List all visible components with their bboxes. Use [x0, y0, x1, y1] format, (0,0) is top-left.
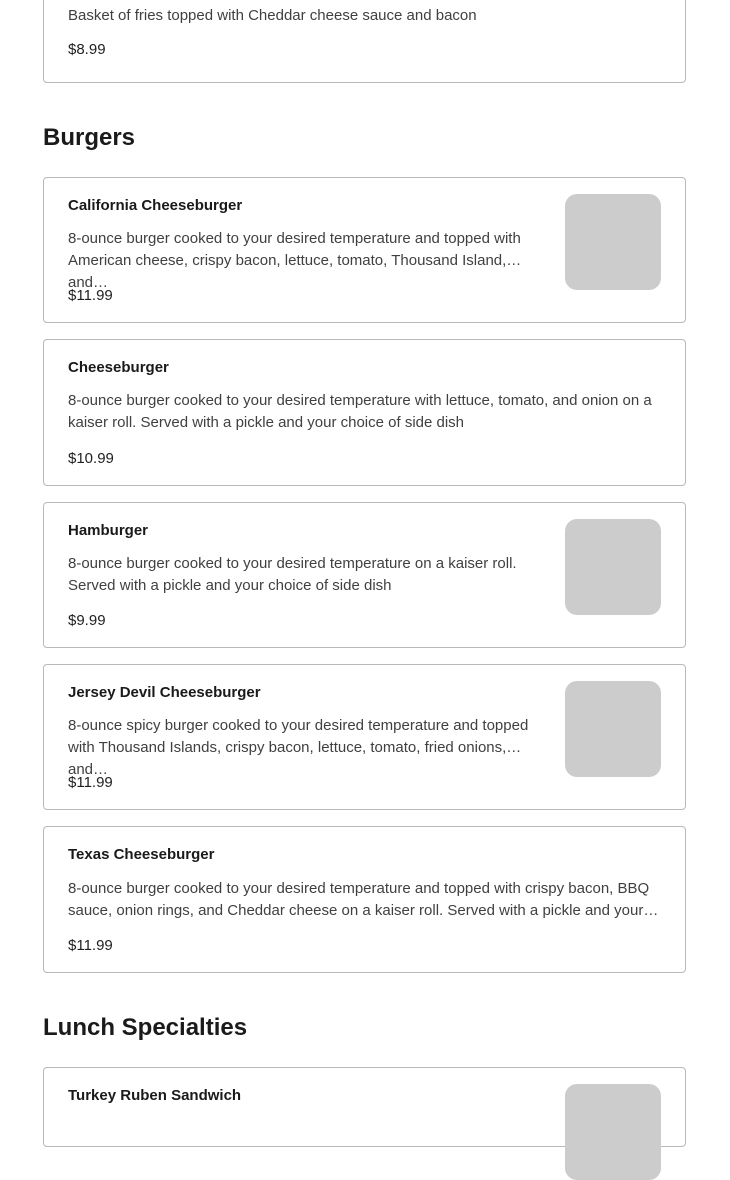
menu-item-description: 8-ounce burger cooked to your desired temperature and topped with American cheese, crispy bacon, lettuce, tomato, Thousand Island, and… [68, 230, 521, 291]
menu-item-card[interactable] [43, 0, 686, 83]
menu-item-price: $11.99 [68, 774, 113, 791]
menu-item-image [565, 519, 661, 615]
menu-item-card[interactable] [43, 502, 686, 648]
menu-item-image [565, 194, 661, 290]
section-title-lunch-specialties: Lunch Specialties [43, 1014, 248, 1041]
menu-item-card[interactable] [43, 664, 686, 810]
menu-item-card[interactable] [43, 1067, 686, 1147]
menu-item-name: Texas Cheeseburger [68, 846, 215, 863]
menu-item-name: Jersey Devil Cheeseburger [68, 684, 261, 701]
menu-item-price: $11.99 [68, 937, 113, 954]
menu-item-name: Turkey Ruben Sandwich [68, 1087, 242, 1104]
menu-item-description: 8-ounce spicy burger cooked to your desired temperature and topped with Thousand Islands, crispy bacon, lettuce, tomato, fried onions, and… [68, 717, 529, 778]
menu-item-description: 8-ounce burger cooked to your desired temperature on a kaiser roll. Served with a pickle and your choice of side dish [68, 555, 517, 594]
menu-item-card[interactable] [43, 177, 686, 323]
menu-item-card[interactable] [43, 339, 686, 486]
menu-item-price: $11.99 [68, 287, 113, 304]
menu-item-description: 8-ounce burger cooked to your desired temperature and topped with crispy bacon, BBQ sauce, onion rings, and Cheddar cheese on a kaiser roll. Served with a pickle and your… [68, 880, 659, 919]
section-title-burgers: Burgers [43, 124, 136, 151]
menu-item-name: Hamburger [68, 522, 149, 539]
menu-item-card[interactable] [43, 826, 686, 973]
menu-item-description: Basket of fries topped with Cheddar cheese sauce and bacon [68, 7, 477, 24]
menu-item-image [565, 1084, 661, 1180]
menu-item-description: 8-ounce burger cooked to your desired temperature with lettuce, tomato, and onion on a kaiser roll. Served with a pickle and your choice of side dish [68, 392, 652, 431]
menu-item-image [565, 681, 661, 777]
menu-item-name: California Cheeseburger [68, 197, 243, 214]
menu-item-price: $9.99 [68, 612, 106, 629]
menu-item-price: $10.99 [68, 450, 114, 467]
menu-item-price: $8.99 [68, 41, 106, 58]
menu-item-name: Cheeseburger [68, 359, 169, 376]
